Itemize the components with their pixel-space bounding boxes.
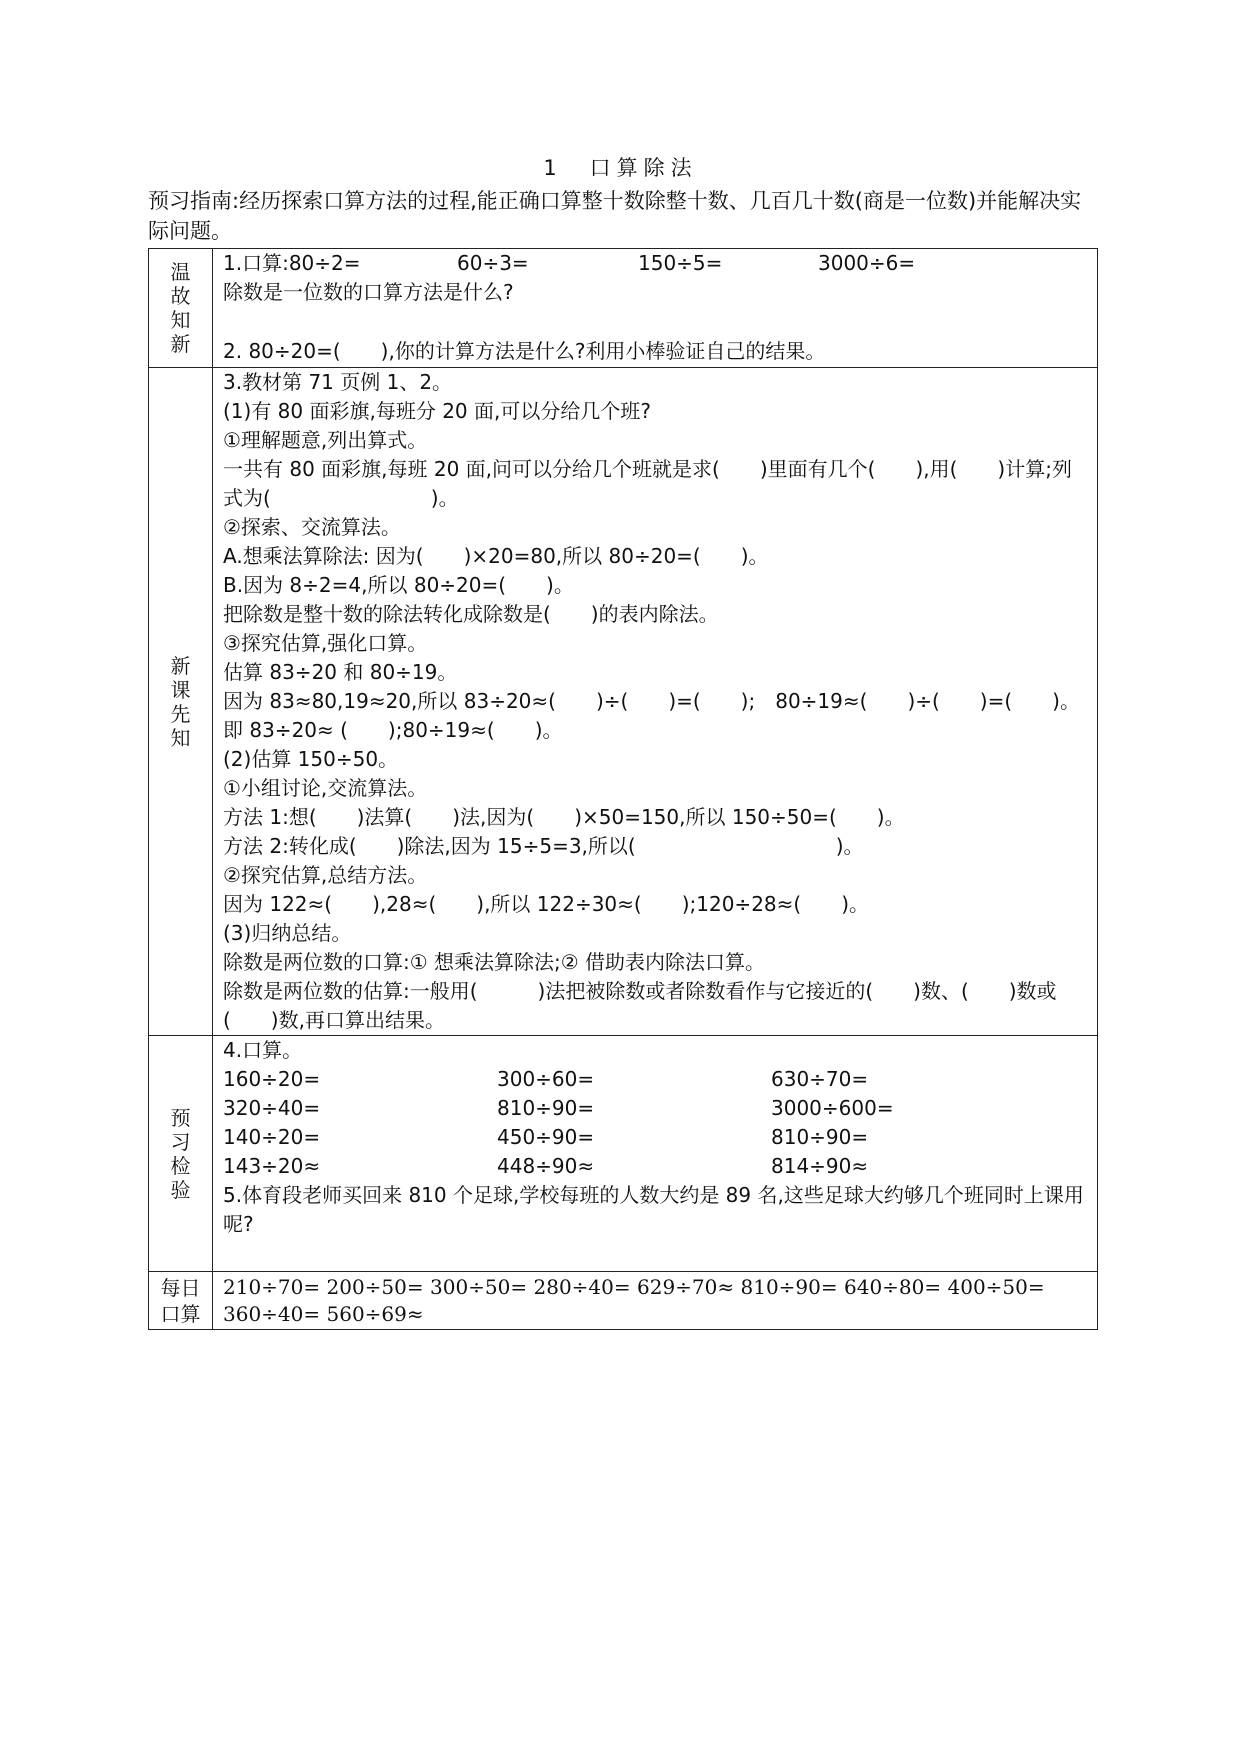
lesson-line: 估算 83÷20 和 80÷19。 <box>223 660 458 684</box>
lesson-line: 把除数是整十数的除法转化成除数是( )的表内除法。 <box>223 602 719 626</box>
check-item: 320÷40= <box>223 1096 321 1120</box>
new-lesson-content <box>213 368 1098 1036</box>
lesson-line: ①理解题意,列出算式。 <box>223 428 428 452</box>
new-lesson-label: 新课先知 <box>170 653 191 750</box>
daily-item: 629÷70≈ <box>637 1275 735 1299</box>
daily-item: 810÷90= <box>740 1275 838 1299</box>
review-label: 温故知新 <box>170 260 191 356</box>
daily-content <box>213 1272 1098 1330</box>
lesson-line: (2)估算 150÷50。 <box>223 747 399 771</box>
review-q1-text: 除数是一位数的口算方法是什么? <box>223 280 514 304</box>
lesson-line: 方法 1:想( )法算( )法,因为( )×50=150,所以 150÷50=( )。 <box>223 805 905 829</box>
daily-grid <box>223 1272 1089 1328</box>
check-row <box>149 1036 1098 1272</box>
q1-a: 1.口算:80÷2= <box>223 251 361 275</box>
check-item: 300÷60= <box>497 1067 595 1091</box>
daily-item: 300÷50= <box>430 1275 528 1299</box>
review-label-cell <box>149 249 213 368</box>
new-lesson-label-cell <box>149 368 213 1036</box>
daily-label-cell <box>149 1272 213 1330</box>
check-item: 450÷90= <box>497 1125 595 1149</box>
lesson-line: 一共有 80 面彩旗,每班 20 面,问可以分给几个班就是求( )里面有几个( ),用( )计算;列式为( )。 <box>223 457 1072 510</box>
check-q5: 5.体育段老师买回来 810 个足球,学校每班的人数大约是 89 名,这些足球大约够几个班同时上课用呢? <box>223 1183 1084 1236</box>
check-content <box>213 1036 1098 1272</box>
daily-item: 560÷69≈ <box>326 1302 424 1326</box>
check-item: 140÷20= <box>223 1125 321 1149</box>
check-grid <box>223 1065 1089 1181</box>
lesson-line: 方法 2:转化成( )除法,因为 15÷5=3,所以( )。 <box>223 834 864 858</box>
lesson-line: ③探究估算,强化口算。 <box>223 631 428 655</box>
lesson-line: 因为 122≈( ),28≈( ),所以 122÷30≈( );120÷28≈( )。 <box>223 892 870 916</box>
check-item: 143÷20≈ <box>223 1154 321 1178</box>
daily-item: 640÷80= <box>844 1275 942 1299</box>
daily-item: 200÷50= <box>326 1275 424 1299</box>
check-label-cell <box>149 1036 213 1272</box>
lesson-line: ①小组讨论,交流算法。 <box>223 776 428 800</box>
daily-item: 210÷70= <box>223 1275 321 1299</box>
q1-c: 150÷5= <box>638 251 723 275</box>
check-item: 448÷90≈ <box>497 1154 595 1178</box>
daily-label: 每日口算 <box>160 1275 201 1326</box>
daily-item: 280÷40= <box>533 1275 631 1299</box>
check-heading: 4.口算。 <box>223 1038 303 1062</box>
lesson-line: 因为 83≈80,19≈20,所以 83÷20≈( )÷( )=( ); 80÷19≈( )÷( )=( )。即 83÷20≈ ( );80÷19≈( )。 <box>223 689 1080 742</box>
check-item: 810÷90= <box>497 1096 595 1120</box>
review-q1 <box>223 249 1089 278</box>
check-item: 810÷90= <box>771 1125 869 1149</box>
worksheet-table <box>148 248 1098 1330</box>
lesson-line: A.想乘法算除法: 因为( )×20=80,所以 80÷20=( )。 <box>223 544 769 568</box>
lesson-line: 除数是两位数的估算:一般用( )法把被除数或者除数看作与它接近的( )数、( )数或( )数,再口算出结果。 <box>223 979 1057 1032</box>
check-item: 160÷20= <box>223 1067 321 1091</box>
review-q2: 2. 80÷20=( ),你的计算方法是什么?利用小棒验证自己的结果。 <box>223 339 826 363</box>
check-label: 预习检验 <box>170 1105 191 1202</box>
page-title: 1 口算除法 <box>543 156 698 180</box>
check-item: 3000÷600= <box>771 1096 894 1120</box>
preview-guide: 预习指南:经历探索口算方法的过程,能正确口算整十数除整十数、几百几十数(商是一位数)并能解决实际问题。 <box>148 189 1082 243</box>
lesson-line: (3)归纳总结。 <box>223 921 352 945</box>
lesson-line: B.因为 8÷2=4,所以 80÷20=( )。 <box>223 573 574 597</box>
check-item: 630÷70= <box>771 1067 869 1091</box>
lesson-line: ②探索、交流算法。 <box>223 515 401 539</box>
daily-row <box>149 1272 1098 1330</box>
lesson-line: 除数是两位数的口算:① 想乘法算除法;② 借助表内除法口算。 <box>223 950 766 974</box>
daily-item: 360÷40= <box>223 1302 321 1326</box>
q1-d: 3000÷6= <box>818 251 916 275</box>
lesson-line: 3.教材第 71 页例 1、2。 <box>223 370 453 394</box>
review-row <box>149 249 1098 368</box>
review-content <box>213 249 1098 368</box>
new-lesson-row <box>149 368 1098 1036</box>
lesson-line: ②探究估算,总结方法。 <box>223 863 428 887</box>
lesson-line: (1)有 80 面彩旗,每班分 20 面,可以分给几个班? <box>223 399 651 423</box>
check-item: 814÷90≈ <box>771 1154 869 1178</box>
q1-b: 60÷3= <box>457 251 529 275</box>
daily-item: 400÷50= <box>947 1275 1045 1299</box>
